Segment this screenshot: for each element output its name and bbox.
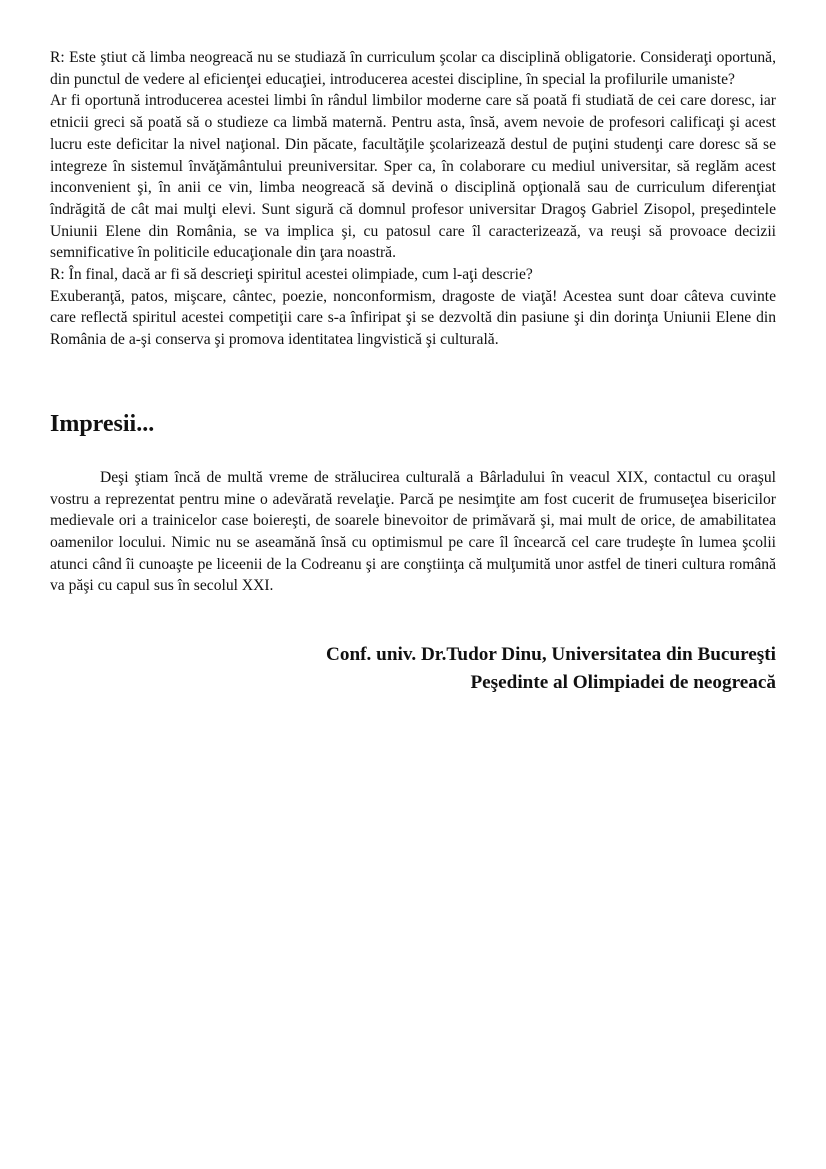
signature-line-name: Conf. univ. Dr.Tudor Dinu, Universitatea din Bucureşti xyxy=(326,644,776,666)
interview-answer-1: Ar fi oportună introducerea acestei limbi în rândul limbilor moderne care să poată fi studiată de cei care doresc, iar etnicii greci să poată să o studieze ca limbă maternă. Pentru asta, însă, avem nevoie de profesori calificaţi şi acest lucru este deficitar la nivel naţional. Din păcate, facultăţile şcolarizează destul de puţini studenţi care doresc să se integreze în sistemul învăţământului preuniversitar. Sper ca, în colaborare cu mediul universitar, să reglăm acest inconvenient şi, în anii ce vin, limba neogreacă să devină o disciplină opţională sau de curriculum diferenţiat îndrăgită de cât mai mulţi elevi. Sunt sigură că domnul profesor universitar Dragoş Gabriel Zisopol, preşedintele Uniunii Elene din România, se va implica şi, cu patosul care îl caracterizează, va reuşi să provoace decizii semnificative în politicile educaţionale din ţara noastră. xyxy=(50,92,776,262)
author-signature xyxy=(50,641,776,697)
document-page xyxy=(50,47,776,697)
interview-question-2: R: În final, dacă ar fi să descrieţi spiritul acestei olimpiade, cum l-aţi descrie? xyxy=(50,266,533,284)
impressions-paragraph: Deşi ştiam încă de multă vreme de strălucirea culturală a Bârladului în veacul XIX, contactul cu oraşul vostru a reprezentat pentru mine o adevărată revelaţie. Parcă pe nesimţite am fost cucerit de frumuseţea bisericilor medievale ori a trainicelor case boiereşti, de soarele binevoitor de primăvară şi, mai mult de orice, de amabilitatea oamenilor locului. Nimic nu se aseamănă însă cu optimismul pe care îl încearcă cel care trudeşte în lumea şcolii atunci când îi cunoaşte pe liceenii de la Codreanu şi are conştiinţa că mulţumită unor astfel de tineri cultura română va păşi cu capul sus în secolul XXI. xyxy=(50,468,776,595)
interview-question-1: R: Este ştiut că limba neogreacă nu se studiază în curriculum şcolar ca disciplină obligatorie. Consideraţi oportună, din punctul de vedere al eficienţei educaţiei, introducerea acestei discipline, în special la profilurile umaniste? xyxy=(50,49,776,88)
interview-answer-2: Exuberanţă, patos, mişcare, cântec, poezie, nonconformism, dragoste de viaţă! Acestea sunt doar câteva cuvinte care reflectă spiritul acestei competiţii care s-a înfiripat şi se dezvoltă din pasiune şi din dorinţa Uniunii Elene din România de a-şi conserva şi promova identitatea lingvistică şi culturală. xyxy=(50,287,776,349)
signature-line-title: Peşedinte al Olimpiadei de neogreacă xyxy=(470,672,776,694)
section-heading: Impresii... xyxy=(50,410,155,437)
